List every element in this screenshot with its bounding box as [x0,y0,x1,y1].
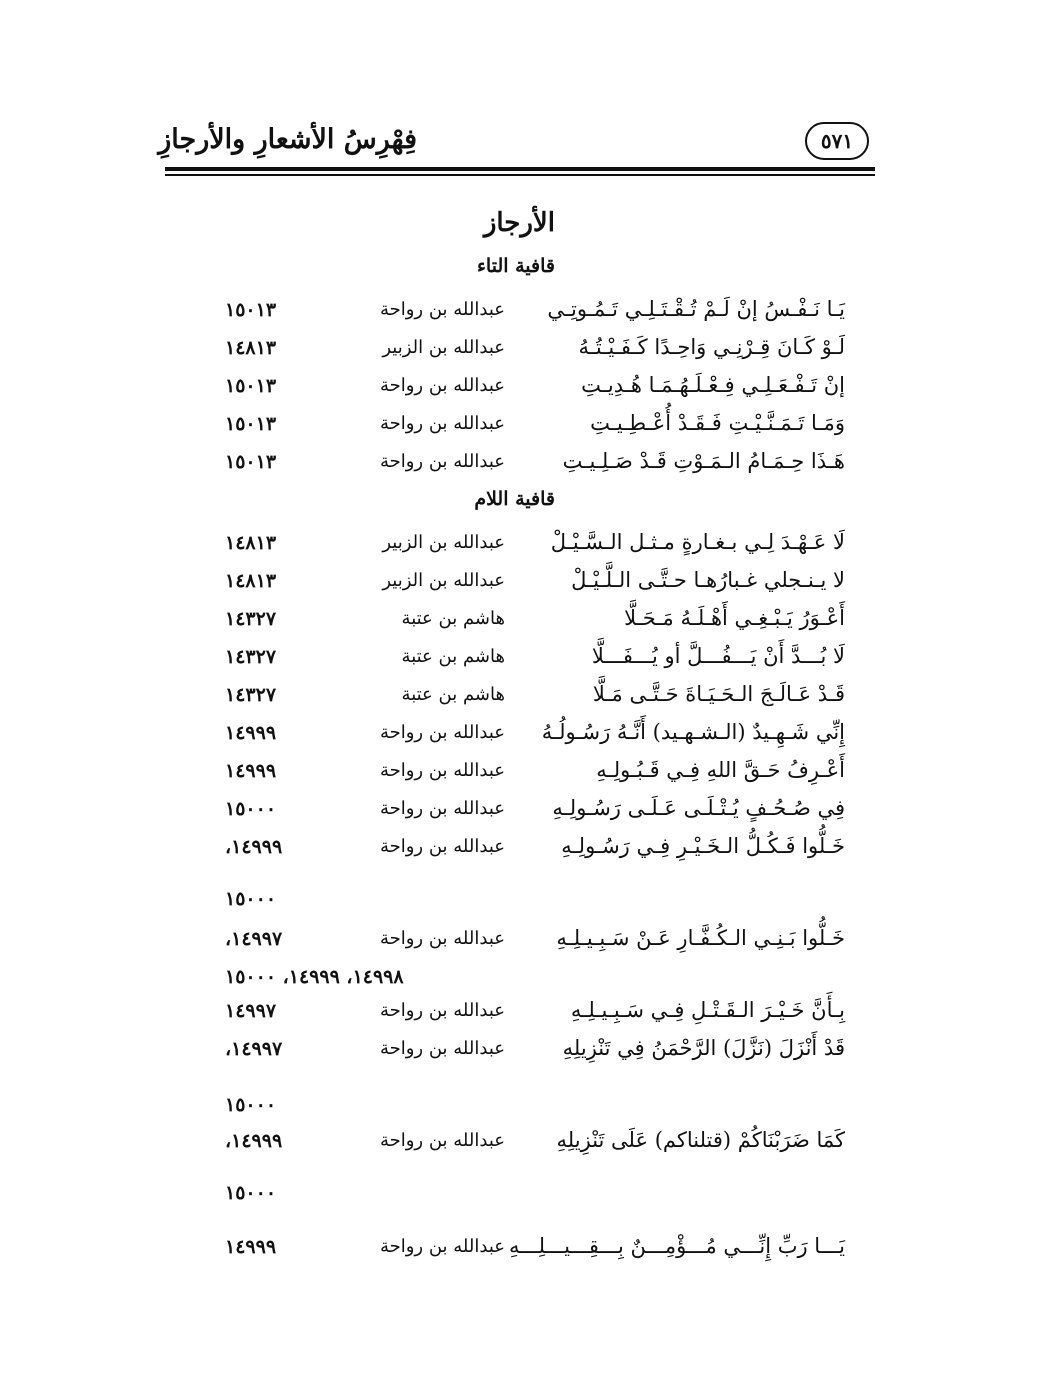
index-row [165,335,875,373]
verse-text: أَعْـرِفُ حَـقَّ اللهِ فِـي قَـبُـولِـهِ [596,758,845,782]
subsection-title-lam: قافية اللام [474,488,555,510]
reference-number: ١٤٩٩٧ [225,1000,277,1022]
poet-name: عبدالله بن رواحة [379,1130,505,1151]
running-title: فِهْرِسُ الأشعارِ والأرجازِ [158,124,417,155]
page-number: ٥٧١ [805,122,869,160]
verse-text: لَا عَـهْـدَ لِـي بـغـارةٍ مـثـل الـسَّـيْـلْ [550,530,845,554]
verse-text: إِنِّي شَـهِـيدٌ (الـشـهـيد) أَنَّـهُ رَسُـولُـهُ [541,720,845,744]
reference-number: ١٤٣٢٧ [225,608,277,630]
poet-name: عبدالله بن رواحة [379,928,505,949]
verse-text: كَمَا ضَرَبْنَاكُمْ (قتلناكم) عَلَى تَنْزِيلِهِ [556,1128,845,1152]
poet-name: عبدالله بن رواحة [379,836,505,857]
reference-continuation: ١٥٠٠٠ [225,1094,277,1116]
poet-name: عبدالله بن رواحة [379,375,505,396]
section-title: الأرجاز [483,208,555,238]
poet-name: عبدالله بن رواحة [379,722,505,743]
poet-name: عبدالله بن رواحة [379,798,505,819]
poet-name: عبدالله بن رواحة [379,1038,505,1059]
verse-text: قَـدْ عَـالَـجَ الـحَـيَـاةَ حَـتَّـى مَـلَّا [592,682,845,706]
index-row [165,449,875,487]
verse-text: هَـذَا حِـمَـامُ الـمَـوْتِ قَـدْ صَـلِـيـتِ [562,449,845,473]
index-row [165,796,875,834]
verse-text: إنْ تَـفْـعَـلِـي فِـعْـلَـهُـمَـا هُـدِيـتِ [581,373,845,397]
verse-text: أَعْـوَرُ يَـبْـغِـي أَهْـلَـهُ مَـحَـلَّا [624,606,845,630]
poet-name: عبدالله بن رواحة [379,1236,505,1257]
reference-number: ١٤٣٢٧ [225,684,277,706]
index-row [165,411,875,449]
poet-name: عبدالله بن رواحة [379,413,505,434]
verse-text: فِي صُـحُـفٍ يُـتْـلَـى عَـلَـى رَسُـولِـهِ [552,796,845,820]
index-row [165,834,875,872]
poet-name: عبدالله بن رواحة [379,1000,505,1021]
reference-number: ١٤٨١٣ [225,532,277,554]
poet-name: هاشم بن عتبة [401,646,505,667]
verse-text: يَـا نَـفْـسُ إنْ لَـمْ تُـقْـتَـلِـي تَـمُـوتِـي [547,297,845,321]
poet-name: عبدالله بن الزبير [382,337,505,358]
reference-number: ١٤٩٩٩، [225,836,283,858]
poet-name: هاشم بن عتبة [401,608,505,629]
index-row [165,758,875,796]
index-row [165,297,875,335]
reference-number: ١٤٨١٣ [225,570,277,592]
poet-name: هاشم بن عتبة [401,684,505,705]
index-row [165,606,875,644]
header-rule-thick [165,167,875,171]
index-row [165,644,875,682]
index-row [165,530,875,568]
reference-number: ١٥٠١٣ [225,451,277,473]
index-row [165,1234,875,1272]
reference-number: ١٤٩٩٩ [225,722,277,744]
reference-number: ١٤٣٢٧ [225,646,277,668]
poet-name: عبدالله بن رواحة [379,760,505,781]
reference-number: ١٤٩٩٩، [225,1130,283,1152]
reference-number: ١٤٩٩٩ [225,760,277,782]
reference-continuation: ١٤٩٩٨، ١٤٩٩٩، ١٥٠٠٠ [225,966,404,988]
verse-text: وَمَـا تَـمَـنَّـيْـتِ فَـقَـدْ أُعْـطِـيـتِ [590,411,845,435]
verse-text: قَدْ أَنْزَلَ (نَزَّلَ) الرَّحْمَنُ فِي تَنْزِيلِهِ [562,1036,845,1060]
reference-number: ١٤٩٩٩ [225,1236,277,1258]
index-row [165,720,875,758]
reference-number: ١٥٠١٣ [225,413,277,435]
index-row [165,682,875,720]
poet-name: عبدالله بن رواحة [379,299,505,320]
reference-number: ١٤٩٩٧، [225,928,283,950]
verse-text: خَـلُّوا بَـنِـي الـكُـفَّـارِ عَـنْ سَـبِـيـلِـهِ [556,926,845,950]
index-row [165,1036,875,1074]
index-row [165,926,875,964]
header-rule-thin [165,174,875,176]
page-header [158,110,875,170]
verse-text: يَـــا رَبِّ إِنِّـــي مُـــؤْمِـــنٌ بِـــقِـــيـــلِـــهِ [508,1234,845,1258]
verse-text: خَـلُّوا فَـكُـلُّ الـخَـيْـرِ فِـي رَسُـولِـهِ [561,834,845,858]
verse-text: لَـوْ كَـانَ قِـرْنِـي وَاحِـدًا كَـفَـيْـتُـهُ [578,335,845,359]
poet-name: عبدالله بن الزبير [382,532,505,553]
reference-continuation: ١٥٠٠٠ [225,888,277,910]
index-row [165,568,875,606]
poet-name: عبدالله بن الزبير [382,570,505,591]
subsection-title-taa: قافية التاء [476,255,555,277]
reference-number: ١٤٨١٣ [225,337,277,359]
verse-text: لَا بُـــدَّ أَنْ يَـــفُـــلَّ أو يُـــفَـــلَّا [591,644,845,668]
reference-number: ١٥٠١٣ [225,375,277,397]
reference-number: ١٤٩٩٧، [225,1038,283,1060]
reference-number: ١٥٠٠٠ [225,798,277,820]
poet-name: عبدالله بن رواحة [379,451,505,472]
index-row [165,373,875,411]
verse-text: بِـأَنَّ خَـيْـرَ الـقَـتْـلِ فِـي سَـبِـيـلِـهِ [570,998,845,1022]
index-row [165,998,875,1036]
index-row [165,1128,875,1166]
reference-continuation: ١٥٠٠٠ [225,1182,277,1204]
verse-text: لا يـنـجلي غـبارُهـا حـتَّـى الـلَّـيْـلْ [571,568,845,592]
reference-number: ١٥٠١٣ [225,299,277,321]
